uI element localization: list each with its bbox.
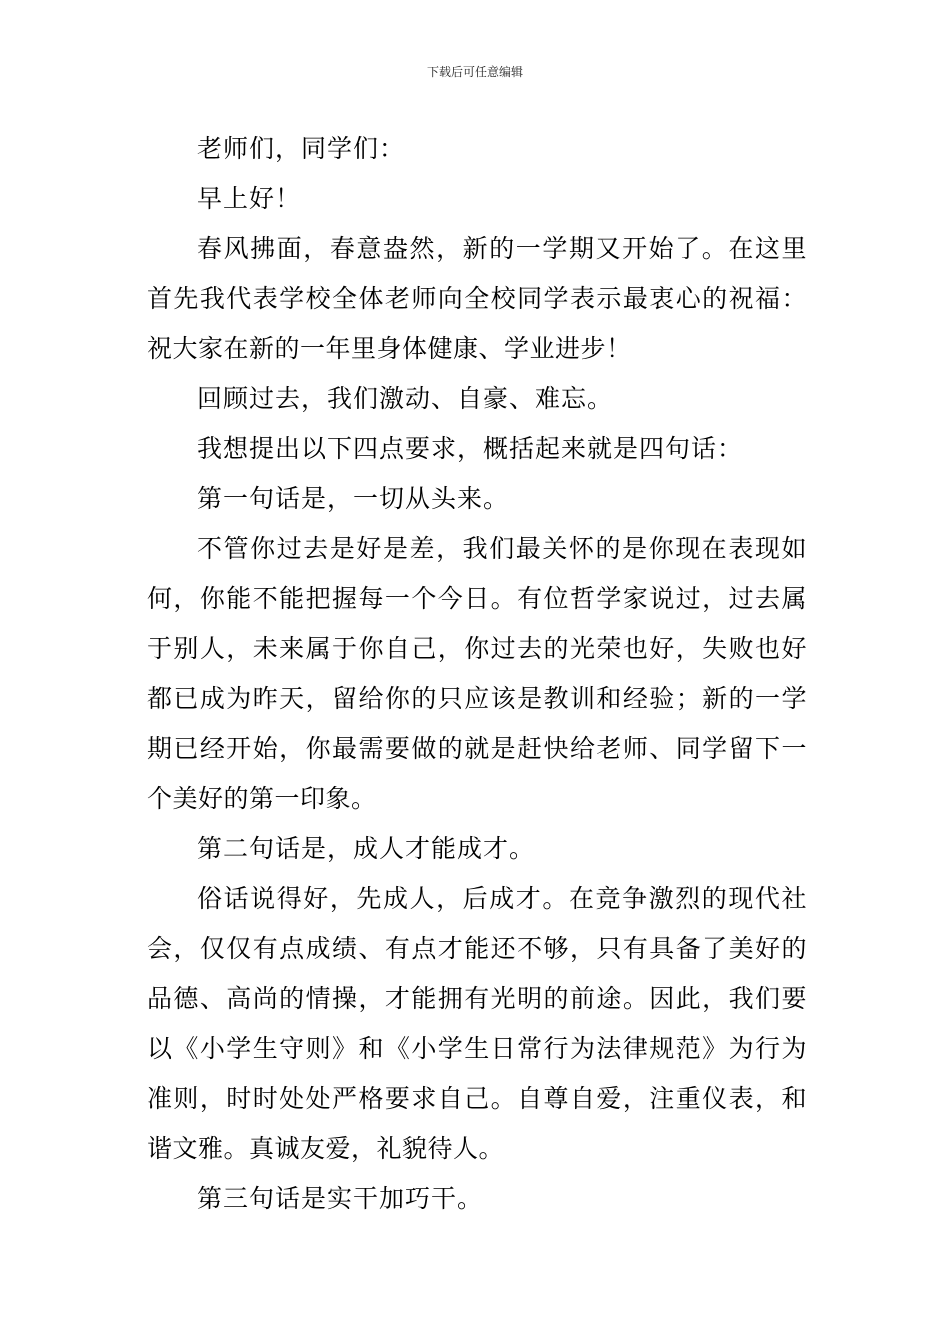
blessing-paragraph: 春风拂面，春意盎然，新的一学期又开始了。在这里首先我代表学校全体老师向全校同学表示最衷心的祝福：祝大家在新的一年里身体健康、学业进步！ [147, 234, 807, 363]
third-point-heading: 第三句话是实干加巧干。 [197, 1184, 484, 1213]
second-point-paragraph: 俗话说得好，先成人，后成才。在竞争激烈的现代社会，仅仅有点成绩、有点才能还不够，只有具备了美好的品德、高尚的情操，才能拥有光明的前途。因此，我们要以《小学生守则》和《小学生日常行为法律规范》为行为准则，时时处处严格要求自己。自尊自爱，注重仪表，和谐文雅。真诚友爱，礼貌待人。 [147, 884, 807, 1163]
requirements-intro-paragraph: 我想提出以下四点要求，概括起来就是四句话： [197, 434, 744, 463]
first-point-paragraph: 不管你过去是好是差，我们最关怀的是你现在表现如何，你能不能把握每一个今日。有位哲学家说过，过去属于别人，未来属于你自己，你过去的光荣也好，失败也好都已成为昨天，留给你的只应该是教训和经验；新的一学期已经开始，你最需要做的就是赶快给老师、同学留下一个美好的第一印象。 [147, 534, 807, 813]
greeting-paragraph: 老师们，同学们： [197, 134, 406, 163]
page-header-note: 下载后可任意编辑 [426, 65, 523, 79]
first-point-heading: 第一句话是，一切从头来。 [197, 484, 510, 513]
good-morning-paragraph: 早上好！ [197, 184, 302, 213]
review-paragraph: 回顾过去，我们激动、自豪、难忘。 [197, 384, 614, 413]
second-point-heading: 第二句话是，成人才能成才。 [197, 834, 536, 863]
document-body [147, 124, 807, 1224]
